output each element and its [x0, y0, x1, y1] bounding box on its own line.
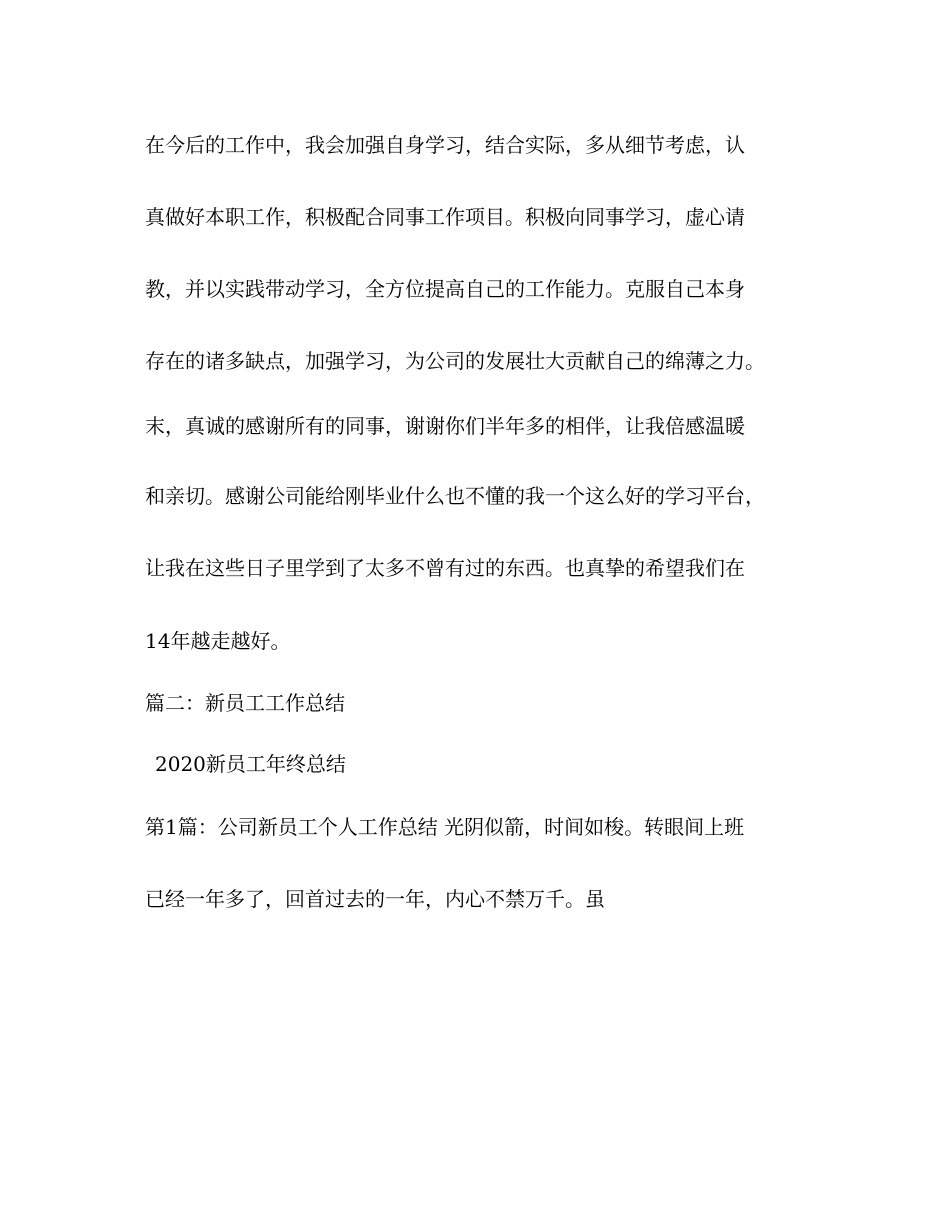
paragraph-line: 已经一年多了，回首过去的一年，内心不禁万千。虽 — [145, 887, 605, 911]
paragraph-line: 让我在这些日子里学到了太多不曾有过的东西。也真挚的希望我们在 — [145, 556, 745, 580]
paragraph-line: 14年越走越好。 — [145, 629, 291, 653]
paragraph-line: 教，并以实践带动学习，全方位提高自己的工作能力。克服自己本身 — [145, 277, 745, 301]
paragraph-line: 在今后的工作中，我会加强自身学习，结合实际，多从细节考虑，认 — [145, 133, 745, 157]
paragraph-line: 末，真诚的感谢所有的同事，谢谢你们半年多的相伴，让我倍感温暖 — [145, 414, 745, 438]
document-title: 2020新员工年终总结 — [155, 752, 346, 776]
paragraph-line: 真做好本职工作，积极配合同事工作项目。积极向同事学习，虚心请 — [145, 205, 745, 229]
section-heading: 篇二：新员工工作总结 — [145, 691, 345, 715]
paragraph-line: 和亲切。感谢公司能给刚毕业什么也不懂的我一个这么好的学习平台， — [145, 484, 765, 508]
paragraph-line: 第1篇：公司新员工个人工作总结 光阴似箭，时间如梭。转眼间上班 — [145, 815, 745, 839]
paragraph-line: 存在的诸多缺点，加强学习，为公司的发展壮大贡献自己的绵薄之力。 — [145, 349, 765, 373]
